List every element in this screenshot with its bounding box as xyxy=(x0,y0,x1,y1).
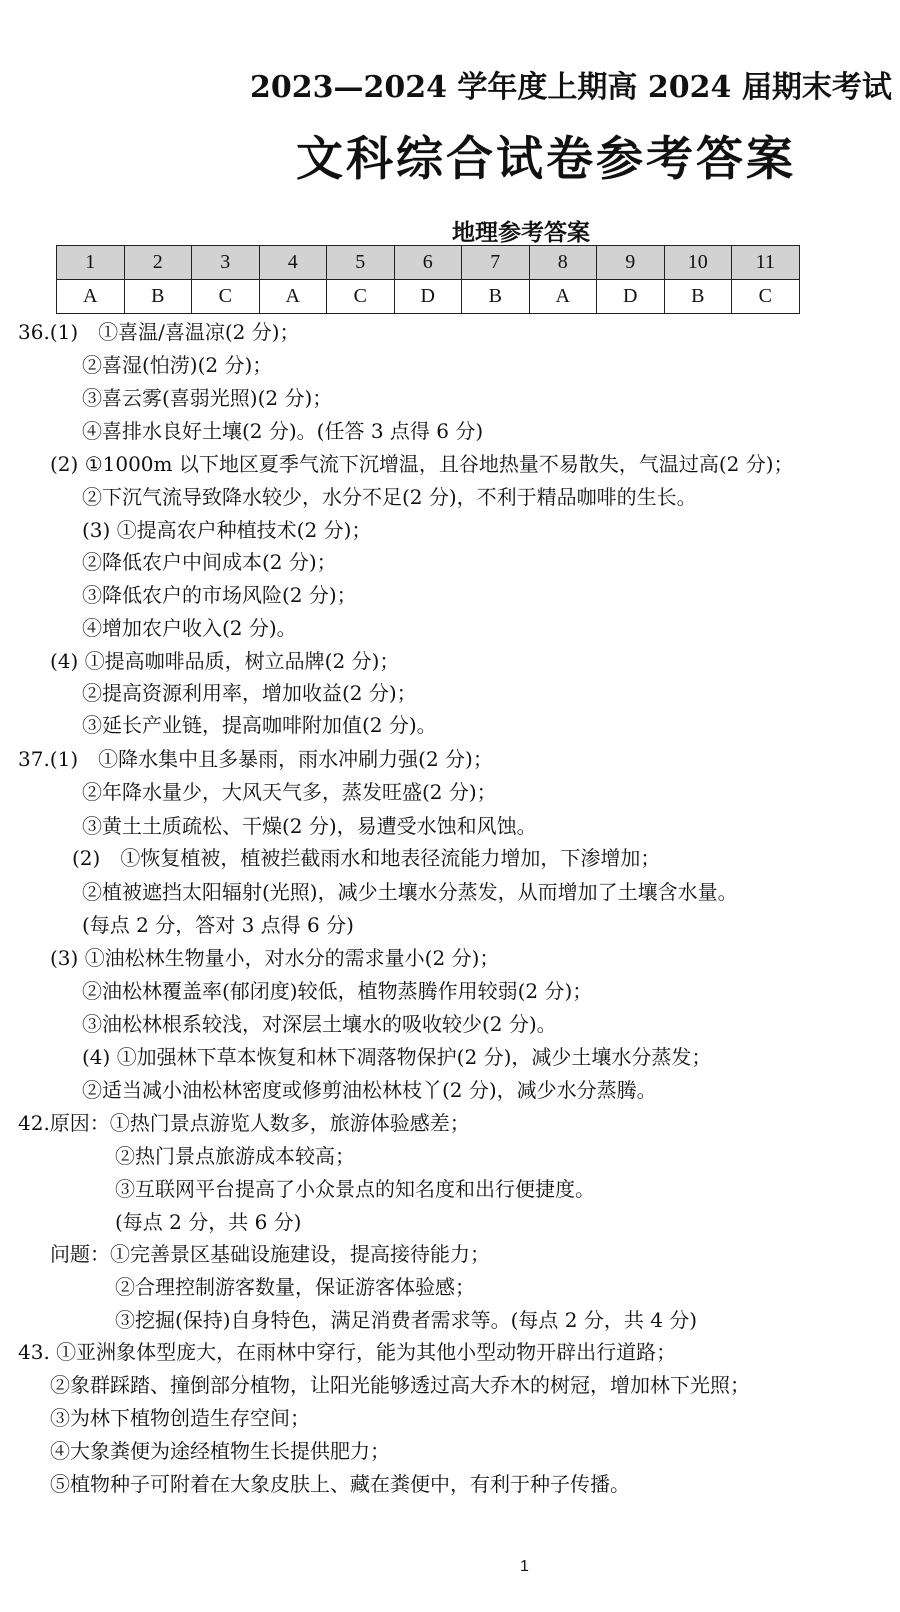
answer-table-answer-row xyxy=(57,280,800,314)
answer-line: (3) ①提高农户种植技术(2 分)； xyxy=(82,518,372,542)
question-number-cell: 1 xyxy=(57,246,125,280)
answer-line: (4) ①提高咖啡品质，树立品牌(2 分)； xyxy=(50,649,400,673)
answer-line: ②适当减小油松林密度或修剪油松林枝丫(2 分)，减少水分蒸腾。 xyxy=(82,1078,657,1102)
answer-line: (2) ①1000m 以下地区夏季气流下沉增温，且谷地热量不易散失，气温过高(2 分)； xyxy=(50,452,794,476)
answer-line: ③降低农户的市场风险(2 分)； xyxy=(82,583,357,607)
answer-line: ③延长产业链，提高咖啡附加值(2 分)。 xyxy=(82,713,437,737)
answer-line: ③喜云雾(喜弱光照)(2 分)； xyxy=(82,386,333,410)
question-number-cell: 8 xyxy=(529,246,597,280)
answer-line: (每点 2 分，共 6 分) xyxy=(115,1210,302,1234)
answer-line: 37.(1) ①降水集中且多暴雨，雨水冲刷力强(2 分)； xyxy=(18,747,493,771)
answer-line: (3) ①油松林生物量小，对水分的需求量小(2 分)； xyxy=(50,946,500,970)
answer-cell: C xyxy=(732,280,800,314)
answer-line: (4) ①加强林下草本恢复和林下凋落物保护(2 分)，减少土壤水分蒸发； xyxy=(82,1045,712,1069)
answer-line: ④大象粪便为途经植物生长提供肥力； xyxy=(50,1439,390,1463)
answer-line: 36.(1) ①喜温/喜温凉(2 分)； xyxy=(18,320,300,344)
answer-line: ③挖掘(保持)自身特色，满足消费者需求等。(每点 2 分，共 4 分) xyxy=(115,1308,698,1332)
answer-cell: B xyxy=(124,280,192,314)
answer-line: 问题：①完善景区基础设施建设，提高接待能力； xyxy=(50,1242,490,1266)
answer-line: ②象群踩踏、撞倒部分植物，让阳光能够透过高大乔木的树冠，增加林下光照； xyxy=(50,1373,750,1397)
answer-line: ②油松林覆盖率(郁闭度)较低，植物蒸腾作用较弱(2 分)； xyxy=(82,979,593,1003)
answer-line: ②年降水量少，大风天气多，蒸发旺盛(2 分)； xyxy=(82,780,497,804)
answer-line: 42.原因：①热门景点游览人数多，旅游体验感差； xyxy=(18,1111,470,1135)
answer-cell: B xyxy=(664,280,732,314)
section-title: 地理参考答案 xyxy=(452,219,590,246)
answer-line: ④增加农户收入(2 分)。 xyxy=(82,616,297,640)
answer-line: ③油松林根系较浅，对深层土壤水的吸收较少(2 分)。 xyxy=(82,1012,557,1036)
question-number-cell: 5 xyxy=(327,246,395,280)
question-number-cell: 6 xyxy=(394,246,462,280)
answer-line: (每点 2 分，答对 3 点得 6 分) xyxy=(82,913,354,937)
answer-line: ②下沉气流导致降水较少，水分不足(2 分)，不利于精品咖啡的生长。 xyxy=(82,485,697,509)
answer-cell: D xyxy=(394,280,462,314)
answer-cell: B xyxy=(462,280,530,314)
answer-line: ③为林下植物创造生存空间； xyxy=(50,1406,310,1430)
answer-cell: A xyxy=(529,280,597,314)
question-number-cell: 2 xyxy=(124,246,192,280)
answer-line: ②植被遮挡太阳辐射(光照)，减少土壤水分蒸发，从而增加了土壤含水量。 xyxy=(82,880,738,904)
answer-line: ③黄土土质疏松、干燥(2 分)，易遭受水蚀和风蚀。 xyxy=(82,814,537,838)
answer-line: ②热门景点旅游成本较高； xyxy=(115,1144,355,1168)
answer-line: 43. ①亚洲象体型庞大，在雨林中穿行，能为其他小型动物开辟出行道路； xyxy=(18,1340,677,1364)
answer-cell: A xyxy=(259,280,327,314)
answer-cell: C xyxy=(327,280,395,314)
question-number-cell: 10 xyxy=(664,246,732,280)
answer-cell: D xyxy=(597,280,665,314)
question-number-cell: 3 xyxy=(192,246,260,280)
question-number-cell: 4 xyxy=(259,246,327,280)
question-number-cell: 9 xyxy=(597,246,665,280)
answer-line: ②合理控制游客数量，保证游客体验感； xyxy=(115,1275,475,1299)
paper-title: 文科综合试卷参考答案 xyxy=(296,132,796,187)
answer-line: ④喜排水良好土壤(2 分)。(任答 3 点得 6 分) xyxy=(82,419,484,443)
answer-line: ③互联网平台提高了小众景点的知名度和出行便捷度。 xyxy=(115,1177,595,1201)
answer-line: ⑤植物种子可附着在大象皮肤上、藏在粪便中，有利于种子传播。 xyxy=(50,1472,630,1496)
answer-cell: C xyxy=(192,280,260,314)
answer-line: ②喜湿(怕涝)(2 分)； xyxy=(82,353,273,377)
answer-table xyxy=(56,245,800,314)
answer-table-number-row xyxy=(57,246,800,280)
exam-title: 2023—2024 学年度上期高 2024 届期末考试 xyxy=(250,70,892,105)
question-number-cell: 7 xyxy=(462,246,530,280)
question-number-cell: 11 xyxy=(732,246,800,280)
answer-line: (2) ①恢复植被，植被拦截雨水和地表径流能力增加，下渗增加； xyxy=(72,846,661,870)
answer-line: ②提高资源利用率，增加收益(2 分)； xyxy=(82,681,417,705)
answer-cell: A xyxy=(57,280,125,314)
answer-line: ②降低农户中间成本(2 分)； xyxy=(82,550,337,574)
page-number: 1 xyxy=(520,1558,529,1575)
